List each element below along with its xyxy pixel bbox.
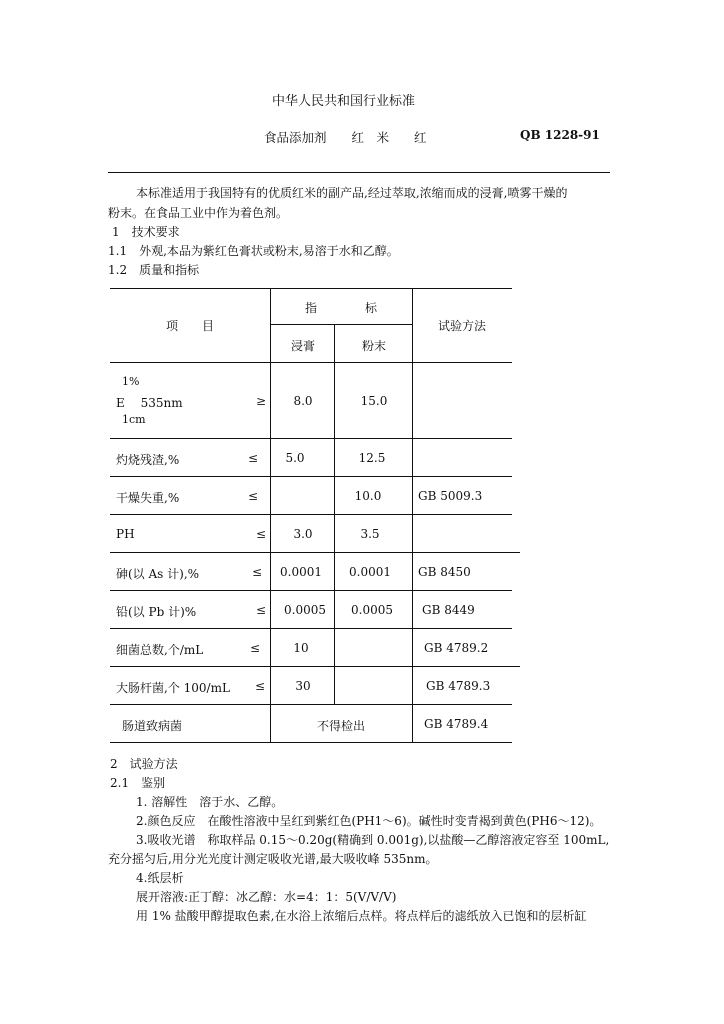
row-name: 铅(以 Pb 计)% [116,605,197,619]
row-merged-value: 不得检出 [316,719,365,733]
row-paste-value: 5.0 [285,451,305,465]
row-operator: ≤ [248,451,259,465]
row-name-subscript: 1cm [122,413,146,426]
row-operator: ≤ [248,489,259,503]
table-rule [110,288,512,289]
row-paste-value: 10 [293,641,309,655]
table-rule [110,552,520,553]
table-rule [412,288,413,742]
row-powder-value: 12.5 [358,451,386,465]
item-2-1: 2.1 鉴别 [110,776,166,790]
paragraph-absorption-2: 充分摇匀后,用分光光度计测定吸收光谱,最大吸收峰 535nm。 [108,852,438,866]
paragraph-color-reaction: 2.颜色反应 在酸性溶液中呈红到紫红色(PH1～6)。碱性时变青褐到黄色(PH6～12)。 [136,814,602,828]
row-name: 灼烧残渣,% [116,453,180,467]
row-method: GB 8450 [418,565,471,579]
row-powder-value: 0.0001 [349,565,391,579]
row-powder-value: 0.0005 [351,603,393,617]
header-rule [108,172,610,173]
table-rule [334,324,335,704]
row-name: 砷(以 As 计),% [116,567,200,581]
intro-line-2: 粉末。在食品工业中作为着色剂。 [108,206,289,220]
row-powder-value: 15.0 [360,394,388,408]
row-paste-value: 3.0 [293,527,313,541]
item-1-1: 1.1 外观,本品为紫红色膏状或粉末,易溶于水和乙醇。 [108,244,399,258]
row-method: GB 8449 [422,603,475,617]
table-rule [270,324,412,325]
paragraph-paper-chromatography: 4.纸层析 [136,871,184,885]
table-rule [270,288,271,742]
row-method: GB 4789.3 [426,679,491,693]
item-1-2: 1.2 质量和指标 [108,263,200,277]
row-name: 大肠杆菌,个 100/mL [116,681,230,695]
paragraph-solvent: 展开溶液:正丁醇：冰乙醇：水=4：1：5(V/V/V) [136,890,397,904]
table-rule [110,476,512,477]
row-operator: ≤ [250,641,261,655]
row-operator: ≤ [252,565,263,579]
row-operator: ≥ [256,394,267,408]
table-rule [110,704,512,705]
row-method: GB 5009.3 [418,489,483,503]
row-paste-value: 30 [295,679,311,693]
row-operator: ≤ [256,603,267,617]
standard-code: QB 1228-91 [520,128,600,142]
standard-name: 食品添加剂 红 米 红 [264,130,427,145]
row-name: 肠道致病菌 [122,719,183,733]
table-head-index: 指 标 [304,301,377,315]
org-title: 中华人民共和国行业标准 [272,94,416,109]
row-name: PH [116,527,135,541]
row-powder-value: 3.5 [360,527,380,541]
row-paste-value: 0.0005 [284,603,326,617]
row-paste-value: 0.0001 [280,565,322,579]
table-head-item: 项 目 [165,319,214,333]
row-name: E 535nm [116,396,183,410]
paragraph-solubility: 1. 溶解性 溶于水、乙醇。 [136,795,284,809]
table-rule [110,514,512,515]
row-name: 干燥失重,% [116,491,180,505]
section-1-heading: 1 技术要求 [112,225,180,239]
paragraph-absorption-1: 3.吸收光谱 称取样品 0.15～0.20g(精确到 0.001g),以盐酸—乙醇溶液定容至 100mL, [136,833,610,847]
table-rule [110,628,512,629]
row-method: GB 4789.4 [424,717,489,731]
row-paste-value: 8.0 [293,394,313,408]
row-name-superscript: 1% [122,375,140,388]
section-2-heading: 2 试验方法 [110,757,178,771]
row-operator: ≤ [255,679,266,693]
table-rule [110,590,512,591]
table-head-powder: 粉末 [361,339,386,353]
row-method: GB 4789.2 [424,641,489,655]
intro-line-1: 本标准适用于我国特有的优质红米的副产品,经过萃取,浓缩而成的浸膏,喷雾干燥的 [136,186,568,200]
table-rule [110,666,520,667]
table-head-method: 试验方法 [437,319,486,333]
table-rule [110,362,512,363]
paragraph-extraction: 用 1% 盐酸甲醇提取色素,在水浴上浓缩后点样。将点样后的滤纸放入已饱和的层析缸 [136,909,587,923]
table-rule [110,742,512,743]
row-name: 细菌总数,个/mL [116,643,204,657]
row-operator: ≤ [256,527,267,541]
row-powder-value: 10.0 [354,489,382,503]
table-head-paste: 浸膏 [290,339,315,353]
table-rule [110,438,512,439]
